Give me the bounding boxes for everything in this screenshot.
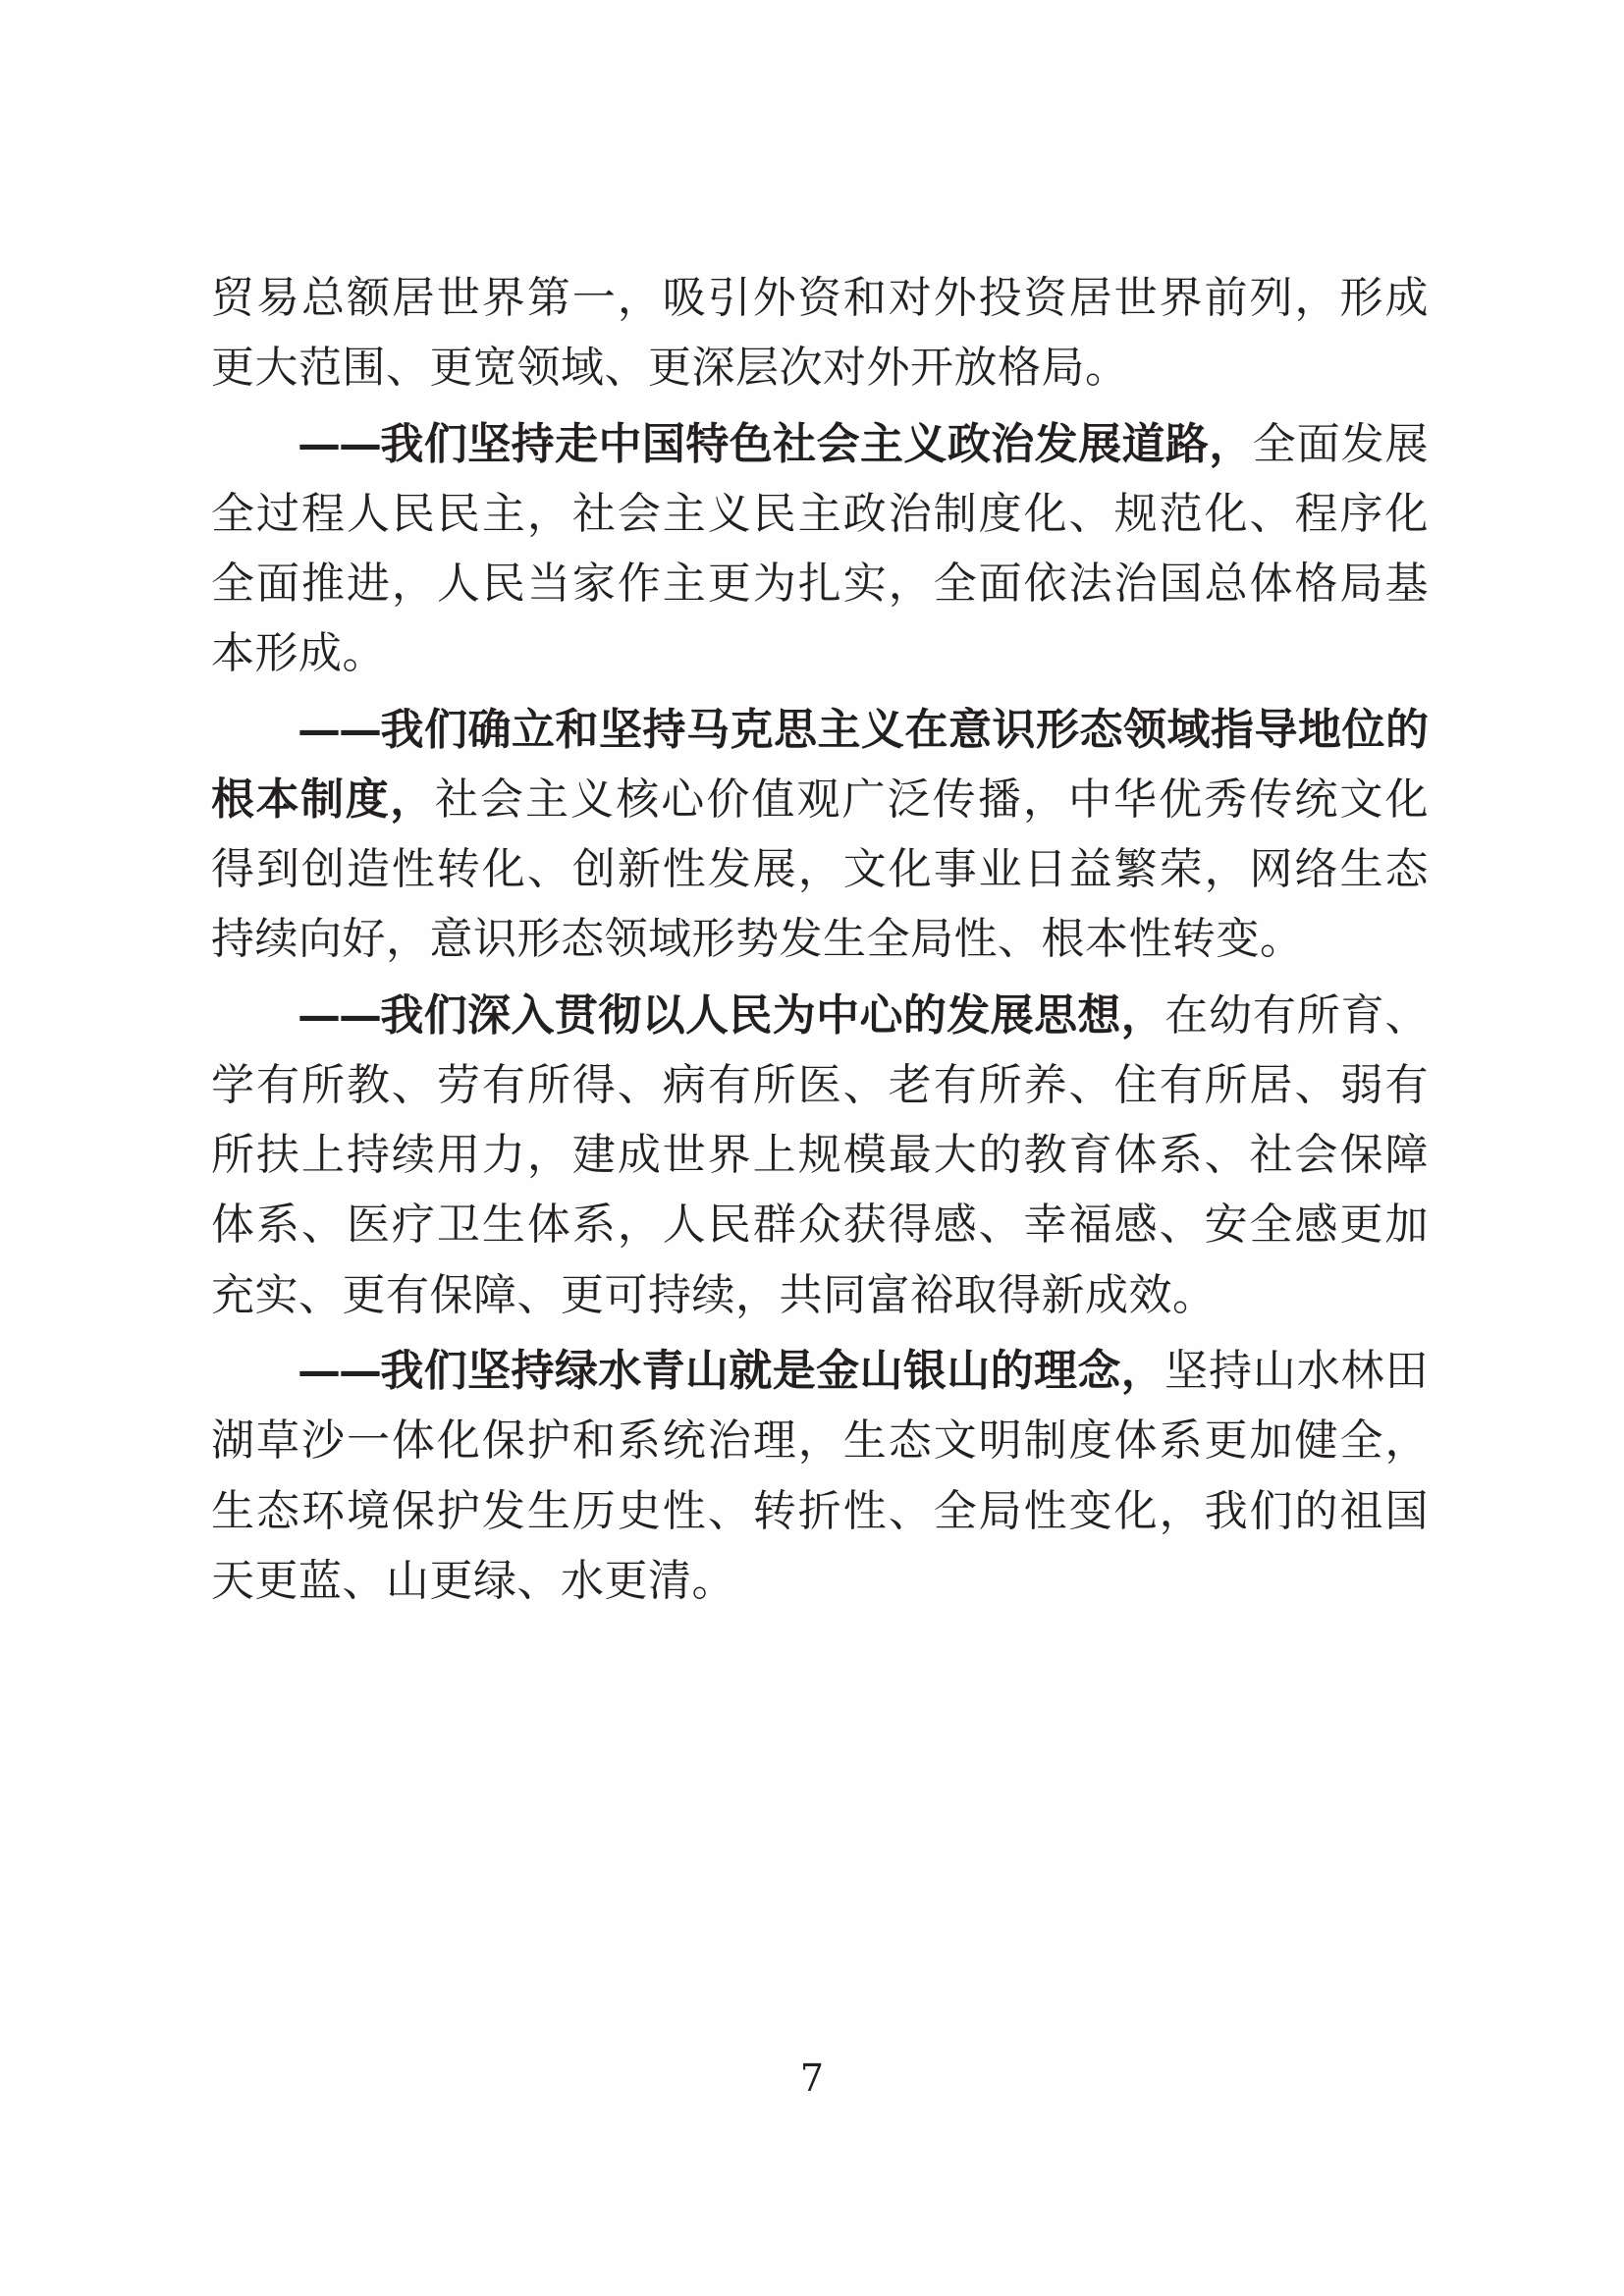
- em-dash: ——: [298, 704, 380, 755]
- paragraph-lead: 我们确立和坚持马克思主义在意识形态领域指导地位的根本制度，: [211, 704, 1429, 825]
- paragraph-text: 贸易总额居世界第一，吸引外资和对外投资居世界前列，形成更大范围、更宽领域、更深层次对外开放格局。: [211, 273, 1429, 394]
- paragraph-text: 社会主义核心价值观广泛传播，中华优秀传统文化得到创造性转化、创新性发展，文化事业日益繁荣，网络生态持续向好，意识形态领域形势发生全局性、根本性转变。: [211, 774, 1430, 965]
- em-dash: ——: [298, 1345, 380, 1396]
- paragraph-text: 全面发展全过程人民民主，社会主义民主政治制度化、规范化、程序化全面推进，人民当家作主更为扎实，全面依法治国总体格局基本形成。: [211, 418, 1429, 679]
- paragraph-lead: 我们深入贯彻以人民为中心的发展思想，: [380, 989, 1165, 1041]
- document-body: [211, 263, 1429, 1616]
- paragraph: [211, 263, 1429, 403]
- paragraph-text: 在幼有所育、学有所教、劳有所得、病有所医、老有所养、住有所居、弱有所扶上持续用力，建成世界上规模最大的教育体系、社会保障体系、医疗卫生体系，人民群众获得感、幸福感、安全感更加充实、更有保障、更可持续，共同富裕取得新成效。: [211, 989, 1429, 1320]
- page-number: 7: [799, 2056, 825, 2100]
- paragraph: [211, 981, 1429, 1330]
- paragraph-lead: 我们坚持走中国特色社会主义政治发展道路，: [380, 418, 1253, 469]
- paragraph-text: 坚持山水林田湖草沙一体化保护和系统治理，生态文明制度体系更加健全，生态环境保护发生历史性、转折性、全局性变化，我们的祖国天更蓝、山更绿、水更清。: [211, 1345, 1429, 1606]
- paragraph: [211, 409, 1429, 689]
- paragraph-lead: 我们坚持绿水青山就是金山银山的理念，: [380, 1345, 1165, 1396]
- em-dash: ——: [298, 989, 380, 1041]
- em-dash: ——: [298, 418, 380, 469]
- paragraph: [211, 1336, 1429, 1616]
- paragraph: [211, 695, 1429, 975]
